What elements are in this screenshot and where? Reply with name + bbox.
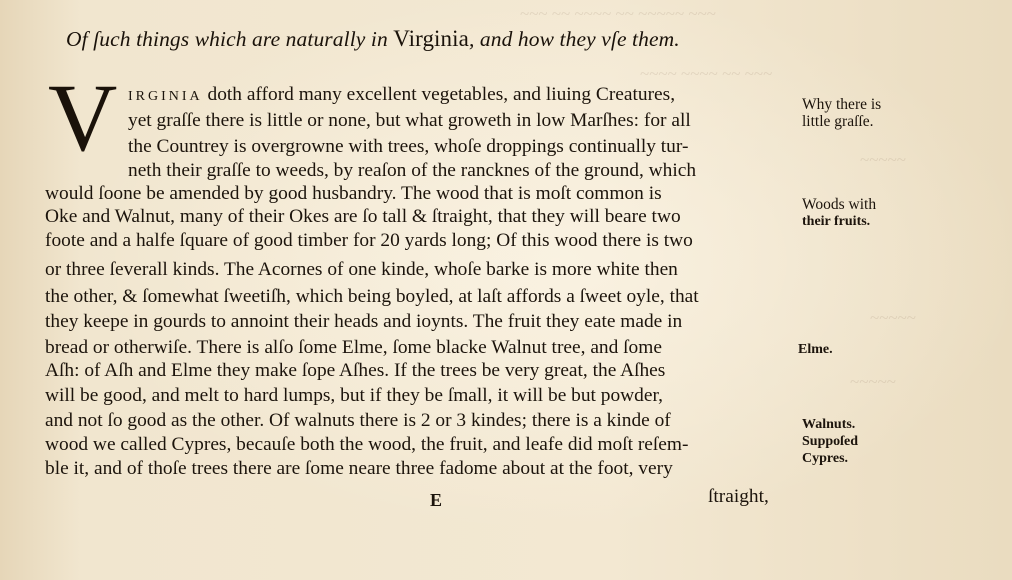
body-line: will be good, and melt to hard lumps, but if they be ſmall, it will be but powder, <box>45 385 664 406</box>
body-line: ble it, and of thoſe trees there are ſome neare three fadome about at the foot, very <box>45 458 673 479</box>
margin-note-line: Elme. <box>798 342 833 357</box>
body-line: and not ſo good as the other. Of walnuts there is 2 or 3 kindes; there is a kinde of <box>45 410 671 431</box>
heading-part3: , and how they vſe them. <box>468 27 680 51</box>
margin-note-line: Walnuts. <box>802 417 856 432</box>
body-line: bread or otherwiſe. There is alſo ſome Elme, ſome blacke Walnut tree, and ſome <box>45 337 662 358</box>
body-line: yet graſſe there is little or none, but what groweth in low Marſhes: for all <box>128 110 691 131</box>
body-line-lead: IRGINIA <box>128 89 203 104</box>
page-heading <box>66 26 680 52</box>
bleed-through-text: ~~~~~ <box>850 372 896 391</box>
margin-note-walnuts <box>802 416 858 467</box>
body-line: Oke and Walnut, many of their Okes are ſo tall & ſtraight, that they will beare two <box>45 206 681 227</box>
body-line: Aſh: of Aſh and Elme they make ſope Aſhes. If the trees be very great, the Aſhes <box>45 360 666 381</box>
body-line: foote and a halfe ſquare of good timber for 20 yards long; Of this wood there is two <box>45 230 693 251</box>
catchword: ſtraight, <box>708 486 769 507</box>
margin-note-grasse <box>802 96 881 130</box>
margin-note-line: Why there is <box>802 96 882 113</box>
body-line <box>128 84 675 108</box>
bleed-through-text: ~~~~~ <box>870 308 916 327</box>
body-line: the Countrey is overgrowne with trees, whoſe droppings continually tur- <box>128 136 689 157</box>
bleed-through-text: ~~~~~ <box>860 150 906 169</box>
bleed-through-text: ~~~~ ~~~~ ~~ ~~~ <box>640 64 773 83</box>
drop-cap: V <box>48 64 118 171</box>
body-line: wood we called Cypres, becauſe both the wood, the fruit, and leafe did moſt reſem- <box>45 434 689 455</box>
margin-note-elme <box>798 341 833 358</box>
heading-part2: which are naturally in <box>194 27 394 51</box>
margin-note-line: Cypres. <box>802 451 849 466</box>
signature-mark: E <box>430 490 443 510</box>
bleed-through-text: ~~~ ~~ ~~~~ ~~ ~~~~~ ~~~ <box>520 4 716 23</box>
margin-note-line: their fruits. <box>802 214 871 229</box>
body-line: they keepe in gourds to annoint their heads and ioynts. The fruit they eate made in <box>45 311 683 332</box>
heading-virginia: Virginia <box>393 26 469 51</box>
margin-note-line: little graſſe. <box>802 113 874 130</box>
body-line-text: doth afford many excellent vegetables, and liuing Creatures, <box>202 84 676 105</box>
heading-part1: Of ſuch things <box>66 27 195 51</box>
body-line: neth their graſſe to weeds, by reaſon of the rancknes of the ground, which <box>128 160 697 181</box>
margin-note-line: Suppoſed <box>802 434 859 449</box>
body-line: or three ſeverall kinds. The Acornes of one kinde, whoſe barke is more white then <box>45 259 678 280</box>
body-line: would ſoone be amended by good husbandry. The wood that is moſt common is <box>45 183 662 204</box>
margin-note-line: Woods with <box>802 196 877 213</box>
margin-note-woods <box>802 196 876 230</box>
body-line: the other, & ſomewhat ſweetiſh, which being boyled, at laſt affords a ſweet oyle, that <box>45 286 699 307</box>
